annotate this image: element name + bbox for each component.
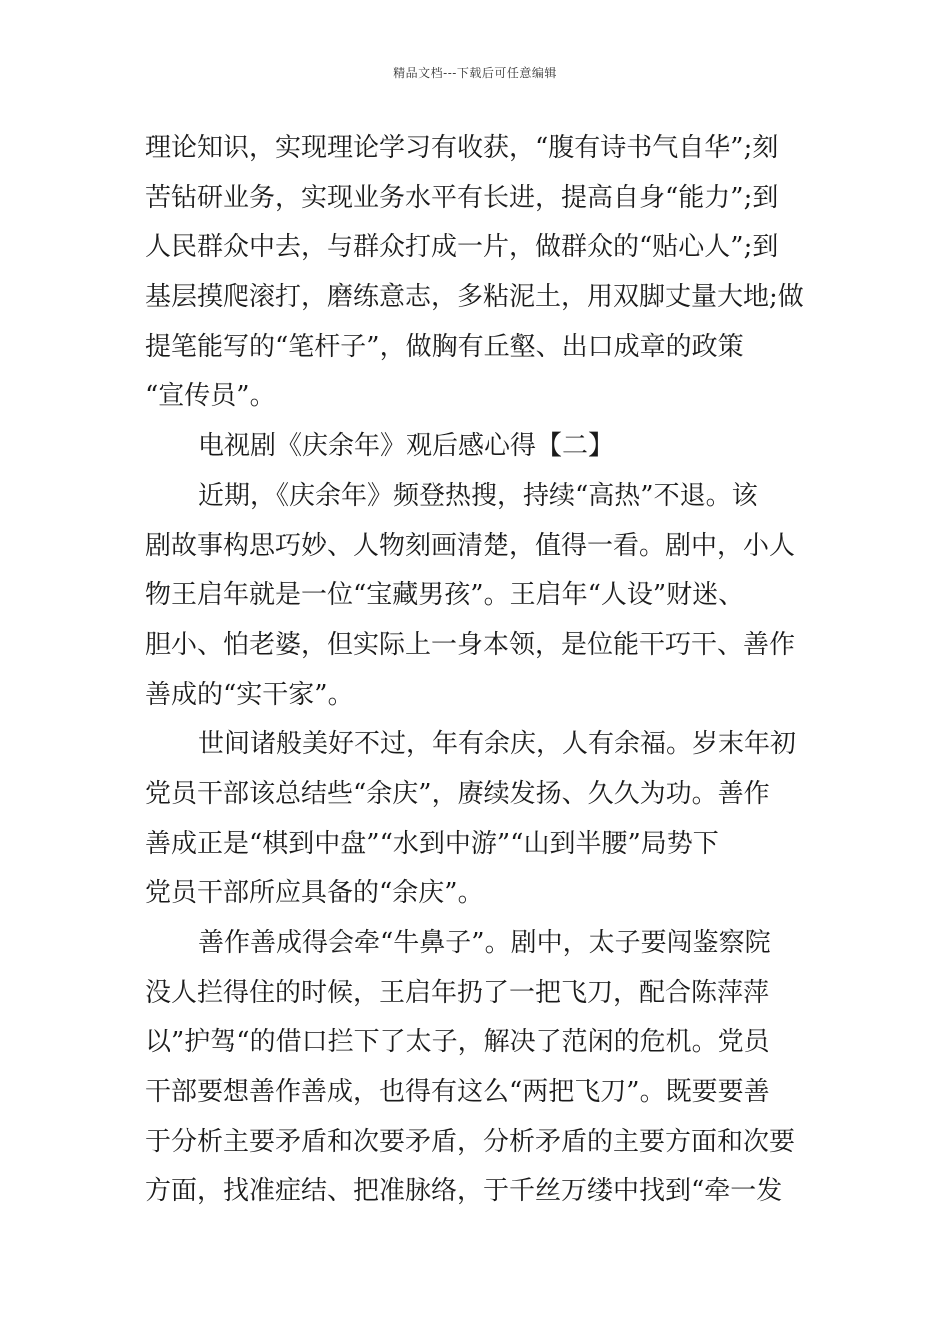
text-line: 以”护驾“的借口拦下了太子，解决了范闲的危机。党员 [145, 1027, 770, 1058]
text-line: 党员干部该总结些“余庆”，赓续发扬、久久为功。善作 [145, 778, 770, 809]
text-line: 物王启年就是一位“宝藏男孩”。王启年“人设”财迷、 [145, 580, 745, 611]
text-line: “宣传员”。 [145, 381, 276, 412]
text-line: 理论知识，实现理论学习有收获，“腹有诗书气自华”;刻 [145, 133, 779, 163]
text-line: 苦钻研业务，实现业务水平有长进，提高自身“能力”;到 [145, 182, 779, 213]
document-body [145, 124, 810, 1217]
text-line: 善成的“实干家”。 [145, 679, 354, 710]
section-heading: 电视剧《庆余年》观后感心得【二】 [198, 431, 615, 462]
text-line: 基层摸爬滚打，磨练意志，多粘泥土，用双脚丈量大地;做 [145, 282, 804, 313]
text-line: 方面，找准症结、把准脉络，于千丝万缕中找到“牵一发 [145, 1176, 783, 1207]
text-line: 善作善成得会牵“牛鼻子”。剧中，太子要闯鉴察院 [198, 928, 771, 958]
text-line: 世间诸般美好不过，年有余庆，人有余福。岁末年初 [198, 729, 797, 760]
text-line: 于分析主要矛盾和次要矛盾，分析矛盾的主要方面和次要 [145, 1126, 796, 1157]
text-line: 干部要想善作善成，也得有这么“两把飞刀”。既要要善 [145, 1077, 770, 1108]
text-line: 剧故事构思巧妙、人物刻画清楚，值得一看。剧中，小人 [145, 530, 796, 561]
text-line: 善成正是“棋到中盘”“水到中游”“山到半腰”局势下 [145, 828, 719, 859]
text-line: 没人拦得住的时候，王启年扔了一把飞刀，配合陈萍萍 [145, 977, 770, 1008]
text-line: 党员干部所应具备的“余庆”。 [145, 878, 484, 909]
text-line: 胆小、怕老婆，但实际上一身本领，是位能干巧干、善作 [145, 629, 796, 660]
page-header: 精品文档---下载后可任意编辑 [393, 66, 557, 80]
text-line: 人民群众中去，与群众打成一片，做群众的“贴心人”;到 [145, 232, 779, 263]
text-line: 近期，《庆余年》频登热搜，持续“高热”不退。该 [198, 480, 758, 511]
text-line: 提笔能写的“笔杆子”，做胸有丘壑、出口成章的政策 [145, 331, 744, 362]
